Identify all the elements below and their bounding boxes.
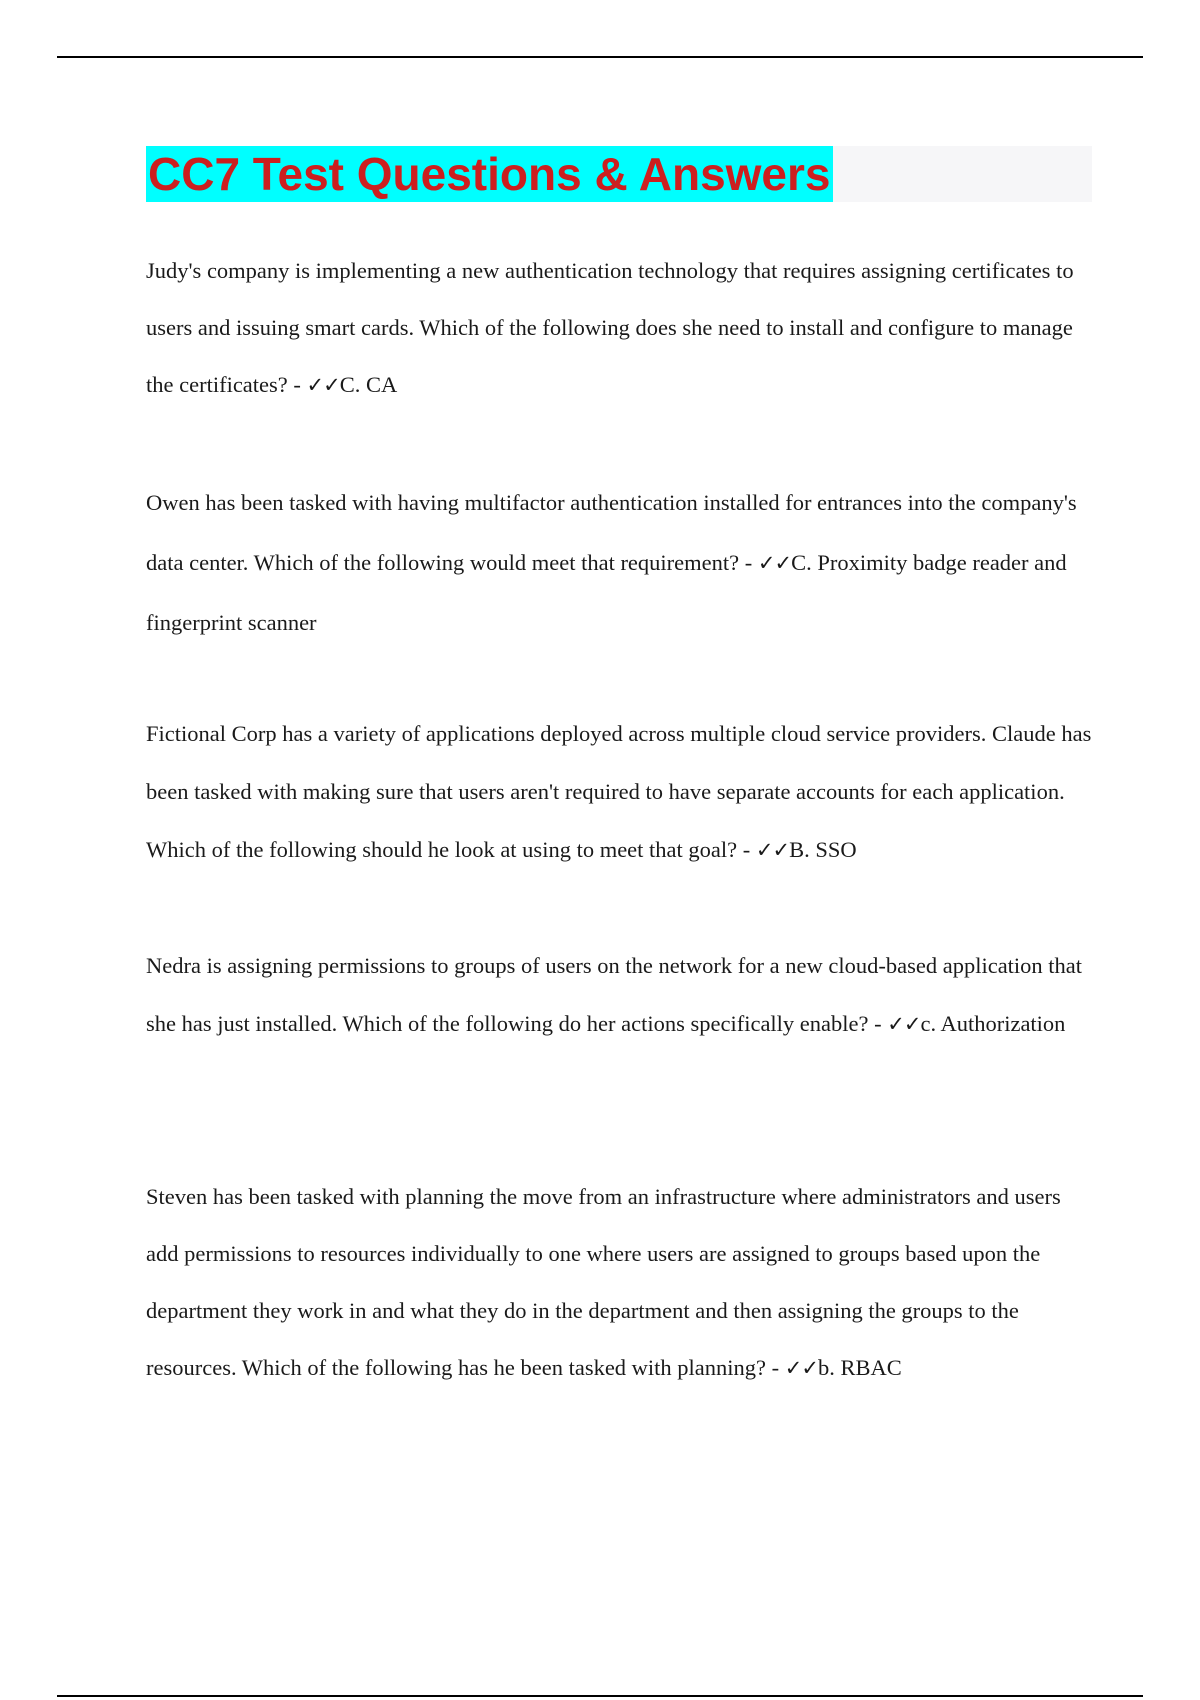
question-text: Nedra is assigning permissions to groups of users on the network for a new cloud-based application that she has just installed. Which of the following do her actions specifically enable? [146, 953, 1083, 1036]
qa-item-5 [146, 1168, 1096, 1397]
question-text: Owen has been tasked with having multifactor authentication installed for entrances into the company's data center. Which of the following would meet that requirement? [146, 490, 1077, 575]
question-text: Steven has been tasked with planning the move from an infrastructure where administrators and users add permissions to resources individually to one where users are assigned to groups based upon the department they work in and what they do in the department and then assigning the groups to the resources. Which of the following has he been tasked with planning? [146, 1184, 1061, 1380]
document-title: CC7 Test Questions & Answers [148, 148, 831, 200]
answer-separator: - [868, 1011, 888, 1036]
answer-text: C. CA [339, 372, 398, 397]
answer-text: C. Proximity badge reader and fingerprint scanner [146, 550, 1067, 635]
qa-item-3 [146, 705, 1096, 879]
answer-separator: - [766, 1355, 785, 1380]
qa-item-1 [146, 242, 1096, 414]
question-text: Judy's company is implementing a new authentication technology that requires assigning certificates to users and issuing smart cards. Which of the following does she need to install and configure to manage the certificates? [146, 258, 1074, 397]
answer-separator: - [739, 550, 758, 575]
question-text: Fictional Corp has a variety of applications deployed across multiple cloud service providers. Claude has been tasked with making sure that users aren't required to have separate accounts for each application. Which of the following should he look at using to meet that goal? [146, 721, 1092, 862]
answer-text: c. Authorization [920, 1011, 1066, 1036]
answer-separator: - [737, 837, 756, 862]
title-highlight [146, 146, 833, 202]
check-mark-icon: ✓✓ [757, 551, 792, 575]
check-mark-icon: ✓✓ [784, 1356, 818, 1380]
answer-text: b. RBAC [818, 1355, 902, 1380]
qa-item-2 [146, 473, 1096, 653]
qa-item-4 [146, 937, 1096, 1053]
bottom-rule [57, 1695, 1143, 1697]
check-mark-icon: ✓✓ [887, 1012, 921, 1036]
check-mark-icon: ✓✓ [755, 838, 790, 862]
check-mark-icon: ✓✓ [306, 373, 340, 397]
top-rule [57, 56, 1143, 58]
answer-text: B. SSO [789, 837, 857, 862]
answer-separator: - [287, 372, 307, 397]
